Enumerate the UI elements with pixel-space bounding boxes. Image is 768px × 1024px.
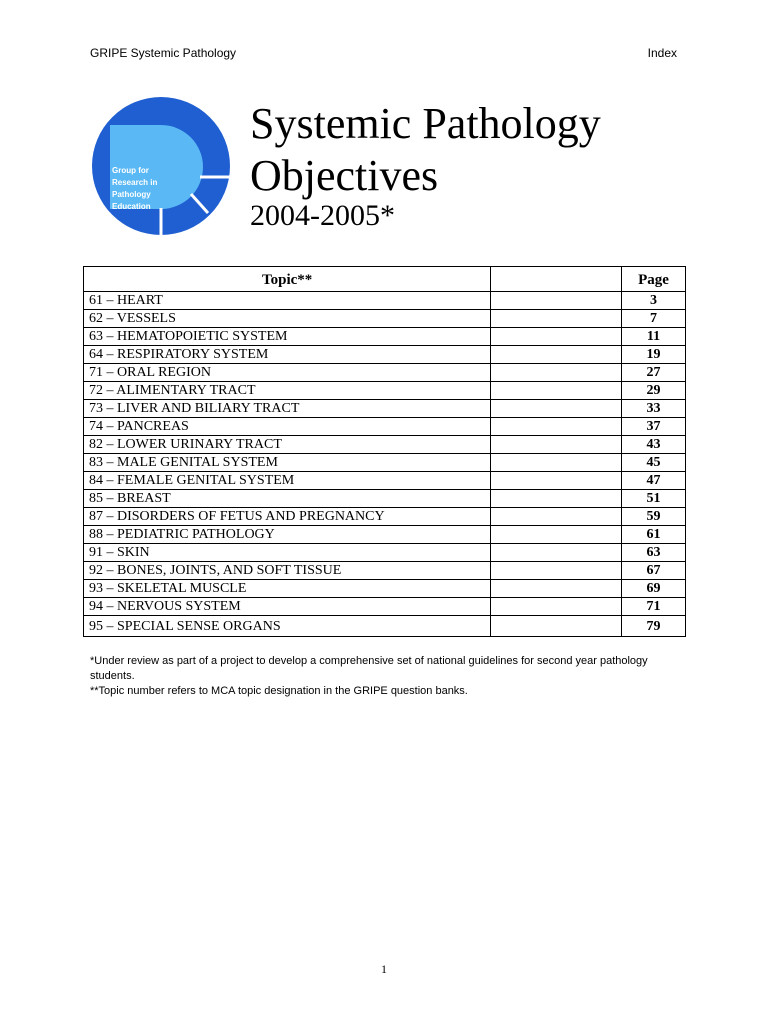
table-row	[84, 436, 686, 454]
page-cell: 37	[622, 418, 686, 436]
page-cell: 7	[622, 310, 686, 328]
table-row	[84, 310, 686, 328]
gripe-logo	[90, 95, 232, 237]
table-row	[84, 616, 686, 637]
page-number: 1	[381, 962, 387, 976]
table-row	[84, 598, 686, 616]
topic-column-header: Topic**	[84, 267, 491, 292]
empty-cell	[491, 544, 622, 562]
footnote-1: *Under review as part of a project to develop a comprehensive set of national guidelines for second year pathology students.	[90, 655, 648, 682]
empty-cell	[491, 310, 622, 328]
table-row	[84, 508, 686, 526]
empty-cell	[491, 328, 622, 346]
logo-line: Pathology	[112, 190, 151, 199]
page-cell: 19	[622, 346, 686, 364]
logo-text	[112, 165, 172, 213]
empty-cell	[491, 382, 622, 400]
page-column-header: Page	[622, 267, 686, 292]
table-row	[84, 544, 686, 562]
page-cell: 69	[622, 580, 686, 598]
page-cell: 67	[622, 562, 686, 580]
table-row	[84, 454, 686, 472]
topic-cell: 71 – ORAL REGION	[84, 364, 491, 382]
empty-cell	[491, 508, 622, 526]
empty-cell	[491, 292, 622, 310]
footnotes	[90, 654, 680, 699]
topic-cell: 62 – VESSELS	[84, 310, 491, 328]
topic-cell: 88 – PEDIATRIC PATHOLOGY	[84, 526, 491, 544]
topic-cell: 83 – MALE GENITAL SYSTEM	[84, 454, 491, 472]
topic-cell: 82 – LOWER URINARY TRACT	[84, 436, 491, 454]
topic-cell: 85 – BREAST	[84, 490, 491, 508]
page-cell: 45	[622, 454, 686, 472]
table-row	[84, 328, 686, 346]
empty-cell	[491, 472, 622, 490]
empty-cell	[491, 418, 622, 436]
page-cell: 63	[622, 544, 686, 562]
empty-cell	[491, 526, 622, 544]
empty-cell	[491, 490, 622, 508]
page-cell: 47	[622, 472, 686, 490]
table-row	[84, 382, 686, 400]
logo-line: Group for	[112, 166, 149, 175]
header-right-text: Index	[647, 46, 677, 60]
page-cell: 33	[622, 400, 686, 418]
topic-cell: 93 – SKELETAL MUSCLE	[84, 580, 491, 598]
topic-cell: 72 – ALIMENTARY TRACT	[84, 382, 491, 400]
table-row	[84, 418, 686, 436]
page-subtitle: 2004-2005*	[250, 199, 395, 232]
page-cell: 3	[622, 292, 686, 310]
topic-cell: 61 – HEART	[84, 292, 491, 310]
page-cell: 59	[622, 508, 686, 526]
empty-cell	[491, 454, 622, 472]
topic-cell: 63 – HEMATOPOIETIC SYSTEM	[84, 328, 491, 346]
table-row	[84, 364, 686, 382]
empty-cell	[491, 580, 622, 598]
table-row	[84, 400, 686, 418]
empty-cell	[491, 346, 622, 364]
topic-cell: 73 – LIVER AND BILIARY TRACT	[84, 400, 491, 418]
page-title	[250, 98, 601, 202]
page-cell: 43	[622, 436, 686, 454]
title-line-1: Systemic Pathology	[250, 99, 601, 148]
table-row	[84, 472, 686, 490]
table-header-row	[84, 267, 686, 292]
page-cell: 29	[622, 382, 686, 400]
topic-cell: 94 – NERVOUS SYSTEM	[84, 598, 491, 616]
topic-cell: 64 – RESPIRATORY SYSTEM	[84, 346, 491, 364]
page-cell: 11	[622, 328, 686, 346]
topic-cell: 87 – DISORDERS OF FETUS AND PREGNANCY	[84, 508, 491, 526]
empty-column-header	[491, 267, 622, 292]
page-cell: 79	[622, 616, 686, 637]
empty-cell	[491, 364, 622, 382]
empty-cell	[491, 436, 622, 454]
header-left-text: GRIPE Systemic Pathology	[90, 46, 237, 60]
empty-cell	[491, 616, 622, 637]
empty-cell	[491, 598, 622, 616]
footnote-2: **Topic number refers to MCA topic designation in the GRIPE question banks.	[90, 685, 468, 697]
table-row	[84, 346, 686, 364]
empty-cell	[491, 400, 622, 418]
empty-cell	[491, 562, 622, 580]
topic-cell: 91 – SKIN	[84, 544, 491, 562]
table-row	[84, 580, 686, 598]
topic-cell: 84 – FEMALE GENITAL SYSTEM	[84, 472, 491, 490]
running-header	[90, 46, 677, 62]
table-row	[84, 490, 686, 508]
topics-table	[83, 266, 686, 637]
table-body	[84, 292, 686, 637]
table-row	[84, 292, 686, 310]
page-cell: 61	[622, 526, 686, 544]
page-cell: 51	[622, 490, 686, 508]
topic-cell: 92 – BONES, JOINTS, AND SOFT TISSUE	[84, 562, 491, 580]
page-cell: 27	[622, 364, 686, 382]
topic-cell: 95 – SPECIAL SENSE ORGANS	[84, 616, 491, 637]
table-row	[84, 562, 686, 580]
logo-line: Education	[112, 202, 151, 211]
page-cell: 71	[622, 598, 686, 616]
topic-cell: 74 – PANCREAS	[84, 418, 491, 436]
logo-line: Research in	[112, 178, 158, 187]
table-row	[84, 526, 686, 544]
title-line-2: Objectives	[250, 151, 439, 200]
